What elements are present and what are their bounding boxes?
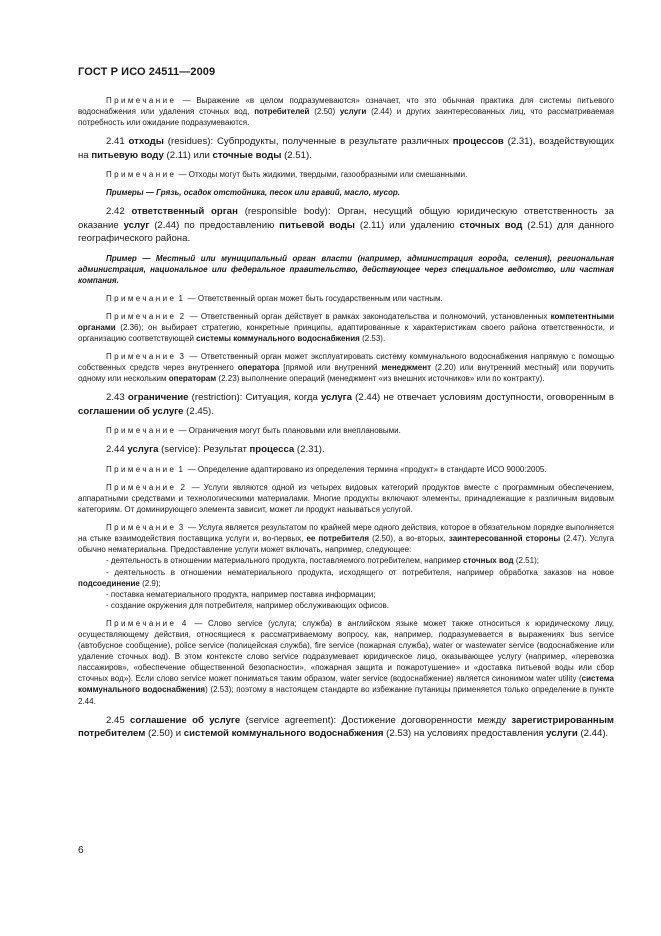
note-paragraph: Примечание — Ограничения могут быть плановыми или внеплановыми. — [106, 426, 401, 436]
note-paragraph: Примечание 3 — Услуга является результатом по крайней мере одного действия, которое в обязательном порядке выполняется на стыке взаимодействия поставщика услуги и, во-первых, ее потребителя (2.50), а во-вторых, заинтересованной стороны (2.47). Услуга обычно нематериальна. Предоставление услуги может включать, например, следующее: — [78, 523, 614, 555]
term-entry-2-42: 2.42 ответственный орган (responsible body): Орган, несущий общую юридическую ответственность за оказание услуг (2.44) по предоставлению питьевой воды (2.11) или удалению сточных вод (2.51) для данного географического района. — [78, 206, 614, 245]
example-paragraph: Пример — Местный или муниципальный орган власти (например, администрация города, селения), региональная администрация, национальное или федеральное правительство, действующее через специальное ведомство, или частная компания. — [78, 253, 614, 285]
note-paragraph: Примечание — Выражение «в целом подразумеваются» означает, что это обычная практика для системы питьевого водоснабжения или удаления сточных вод, потребителей (2.50) услуги (2.44) и других заинтересованных лиц, что рассматриваемая потребность или ожидание подразумеваются. — [78, 96, 615, 128]
term-entry-2-44: 2.44 услуга (service): Результат процесса (2.31). — [106, 444, 325, 456]
term-entry-2-41: 2.41 отходы (residues): Субпродукты, полученные в результате различных процессов (2.31), воздействующих на питьевую воду (2.11) или сточные воды (2.51). — [78, 136, 614, 161]
example-paragraph: Примеры — Грязь, осадок отстойника, песок или гравий, масло, мусор. — [106, 188, 400, 198]
term-name: услуга — [127, 444, 159, 456]
term-name: соглашение об услуге — [130, 714, 241, 726]
list-item: - деятельность в отношении нематериального продукта, исходящего от потребителя, например обработка заказов на новое подсоединение (2.9); — [78, 567, 614, 588]
note-paragraph: Примечание — Отходы могут быть жидкими, твердыми, газообразными или смешанными. — [106, 170, 468, 180]
page-header: ГОСТ Р ИСО 24511—2009 — [78, 66, 216, 78]
note-paragraph: Примечание 2 — Ответственный орган действует в рамках законодательства и полномочий, установленных компетентными органами (2.36); он выбирает стратегию, конкретные принципы, адаптированные к характеристикам своего района ответственности, и организацию соответствующей системы коммунального водоснабжения (2.53). — [78, 311, 614, 344]
page-number: 6 — [78, 845, 84, 856]
list-item: - поставка нематериального продукта, например поставка информации; — [106, 589, 376, 599]
list-item: - деятельность в отношении материального продукта, поставляемого потребителем, например сточных вод (2.51); — [106, 556, 539, 566]
term-entry-2-43: 2.43 ограничение (restriction): Ситуация, когда услуга (2.44) не отвечает условиям доступности, оговоренным в соглашении об услуге (2.45). — [78, 392, 614, 417]
note-paragraph: Примечание 1 — Ответственный орган может быть государственным или частным. — [106, 293, 443, 303]
note-paragraph: Примечание 1 — Определение адаптировано из определения термина «продукт» в стандарте ИСО 9000:2005. — [106, 464, 547, 474]
note-paragraph: Примечание 3 — Ответственный орган может эксплуатировать систему коммунального водоснабжения напрямую с помощью собственных средств через внутреннего оператора [прямой или внутренний менеджмент (2.20) или внутренний местный] или поручить одному или нескольким операторам (2.23) выполнение операций (менеджмент «из внешних источников» или по контракту). — [78, 352, 615, 384]
term-name: ограничение — [127, 392, 189, 404]
note-paragraph: Примечание 4 — Слово service (услуга; служба) в английском языке может также относиться к юридическому лицу, осуществляющему действия, относящиеся к рассматриваемому вопросу, как, например, подразумевается в выражениях bus service (автобусное сообщение), police service (полицейская служба), fire service (пожарная служба), water or wastewater service (водоснабжение или удаление сточных вод). В этом контексте слово service подразумевает юридическое лицо, оказывающее услугу (например, «перевозка пассажиров», «обеспечение общественной безопасности», «пожарная защита и пожаротушение» и «доставка питьевой воды или сбор сточных вод»). Если слово service может пониматься таким образом, water service (водоснабжение) является синонимом water utility (система коммунального водоснабжения) (2.53); поэтому в настоящем стандарте во избежание путаницы применяется только определение в пункте 2.44. — [78, 618, 615, 706]
term-name: отходы — [128, 136, 164, 148]
term-name: ответственный орган — [131, 206, 238, 218]
term-entry-2-45: 2.45 соглашение об услуге (service agreement): Достижение договоренности между зарегистрированным потребителем (2.50) и системой коммунального водоснабжения (2.53) на условиях предоставления услуги (2.44). — [78, 714, 614, 740]
note-label: Примечание — [106, 96, 177, 105]
list-item: - создание окружения для потребителя, например обслуживающих офисов. — [106, 600, 390, 610]
note-paragraph: Примечание 2 — Услуги являются одной из четырех видовых категорий продуктов вместе с программным обеспечением, аппаратными средствами и технологическими материалами. Многие продукты включают элементы, принадлежащие к различным видовым категориям. От доминирующего элемента зависит, может ли продукт называться услугой. — [78, 482, 614, 515]
page-content — [78, 95, 614, 747]
